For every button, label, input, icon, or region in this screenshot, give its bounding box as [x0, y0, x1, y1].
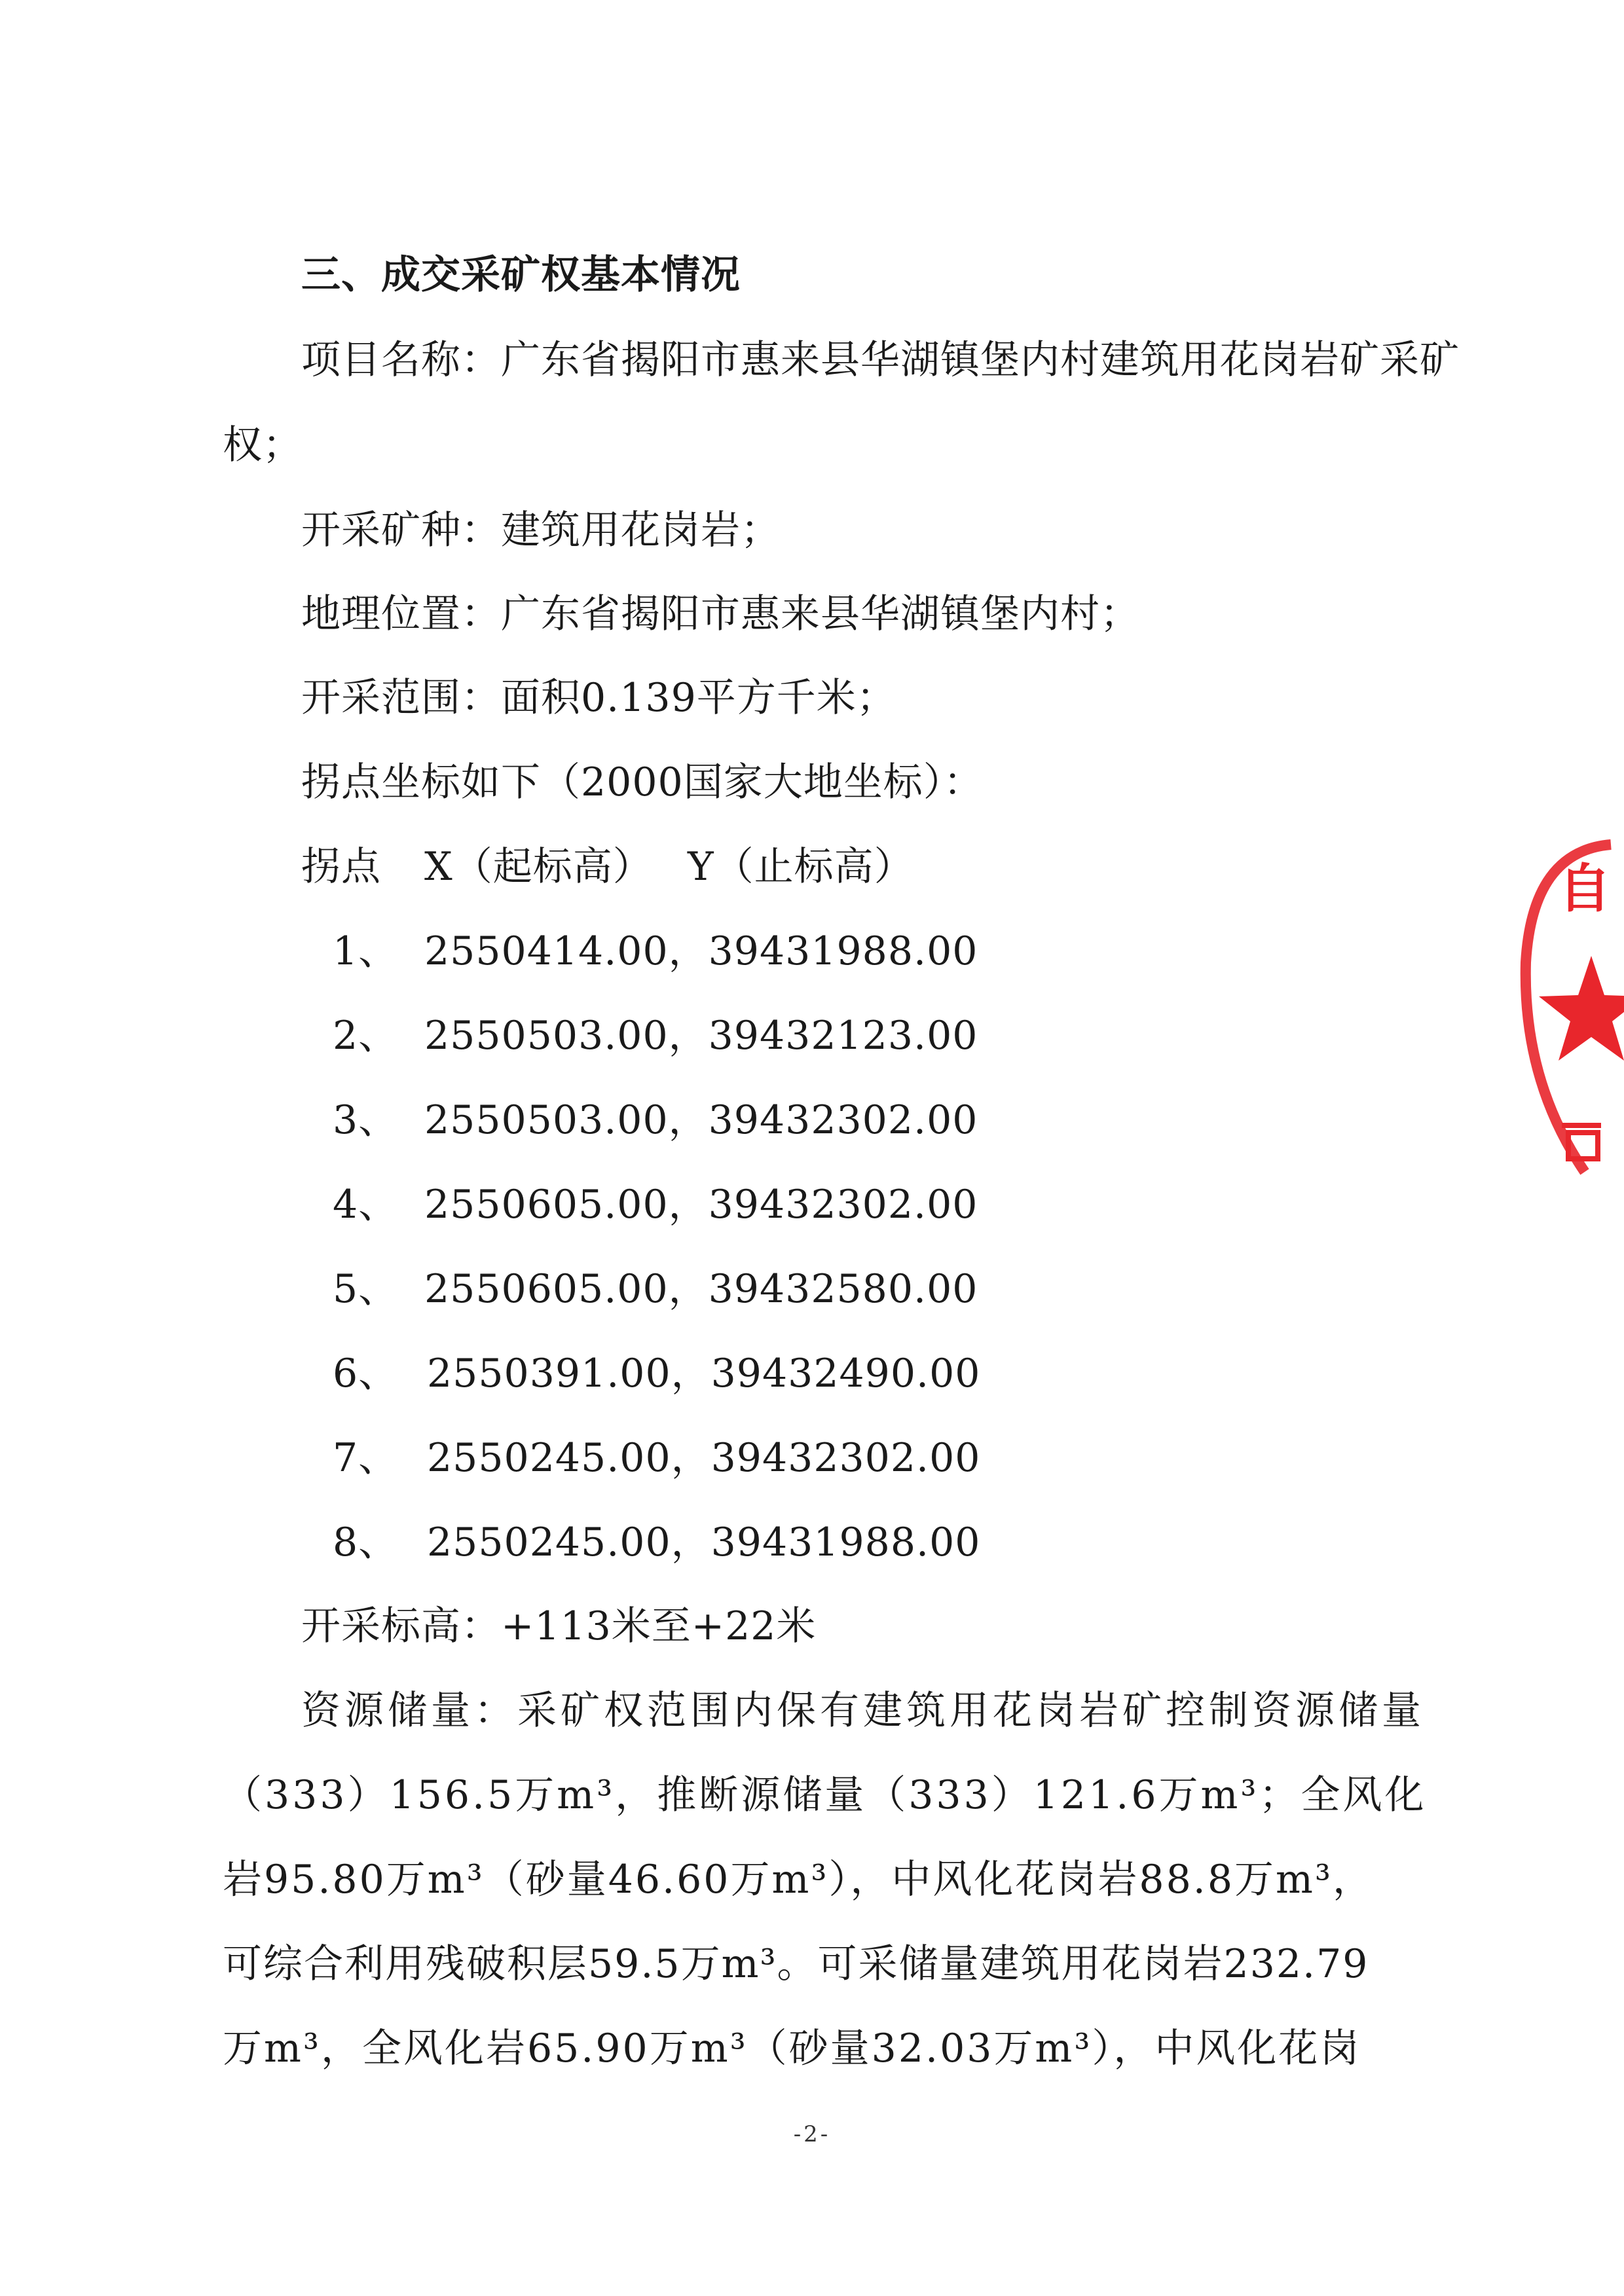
reserves-line: 资源储量：采矿权范围内保有建筑用花岗岩矿控制资源储量	[301, 1688, 1425, 1734]
section-title: 三、成交采矿权基本情况	[301, 252, 741, 298]
coord-value: 2550245.00，39432302.00	[427, 1435, 981, 1481]
reserves-line: （333）156.5万m³，推断源储量（333）121.6万m³；全风化	[223, 1772, 1427, 1818]
reserves-line: 岩95.80万m³（砂量46.60万m³），中风化花岗岩88.8万m³，	[223, 1857, 1374, 1903]
coord-index: 6、	[333, 1351, 399, 1396]
coord-index: 4、	[333, 1182, 399, 1228]
coords-header-y: Y（止标高）	[688, 844, 914, 890]
coord-index: 1、	[333, 928, 399, 974]
coord-index: 8、	[333, 1520, 399, 1565]
coord-index: 2、	[333, 1013, 399, 1059]
official-seal	[1513, 831, 1624, 1198]
reserves-line: 万m³，全风化岩65.90万m³（砂量32.03万m³），中风化花岗	[223, 2026, 1361, 2071]
coord-index: 7、	[333, 1435, 399, 1481]
coord-value: 2550414.00，39431988.00	[424, 928, 978, 974]
coord-value: 2550605.00，39432302.00	[424, 1182, 978, 1228]
stamp-text: 自	[1559, 858, 1611, 919]
mineral-type: 开采矿种：建筑用花岗岩；	[301, 507, 781, 553]
red-star-seal-icon	[1513, 831, 1624, 1198]
coords-header-x: X（起标高）	[424, 844, 653, 890]
coord-value: 2550503.00，39432123.00	[424, 1013, 978, 1059]
coord-index: 5、	[333, 1266, 399, 1312]
coord-value: 2550245.00，39431988.00	[427, 1520, 981, 1565]
coordinates-intro: 拐点坐标如下（2000国家大地坐标）：	[301, 759, 984, 805]
coords-header-point: 拐点	[301, 844, 381, 890]
project-name-line2: 权；	[223, 422, 303, 468]
coord-value: 2550605.00，39432580.00	[424, 1266, 978, 1312]
coord-index: 3、	[333, 1097, 399, 1143]
coord-value: 2550391.00，39432490.00	[427, 1351, 981, 1396]
reserves-line: 可综合利用残破积层59.5万m³。可采储量建筑用花岗岩232.79	[223, 1941, 1369, 1987]
geographic-location: 地理位置：广东省揭阳市惠来县华湖镇堡内村；	[301, 591, 1140, 637]
project-name-line1: 项目名称：广东省揭阳市惠来县华湖镇堡内村建筑用花岗岩矿采矿	[301, 337, 1460, 383]
page-number: -2-	[793, 2121, 831, 2147]
mining-elevation: 开采标高：+113米至+22米	[301, 1603, 817, 1649]
coord-value: 2550503.00，39432302.00	[424, 1097, 978, 1143]
mining-scope: 开采范围：面积0.139平方千米；	[301, 675, 896, 721]
